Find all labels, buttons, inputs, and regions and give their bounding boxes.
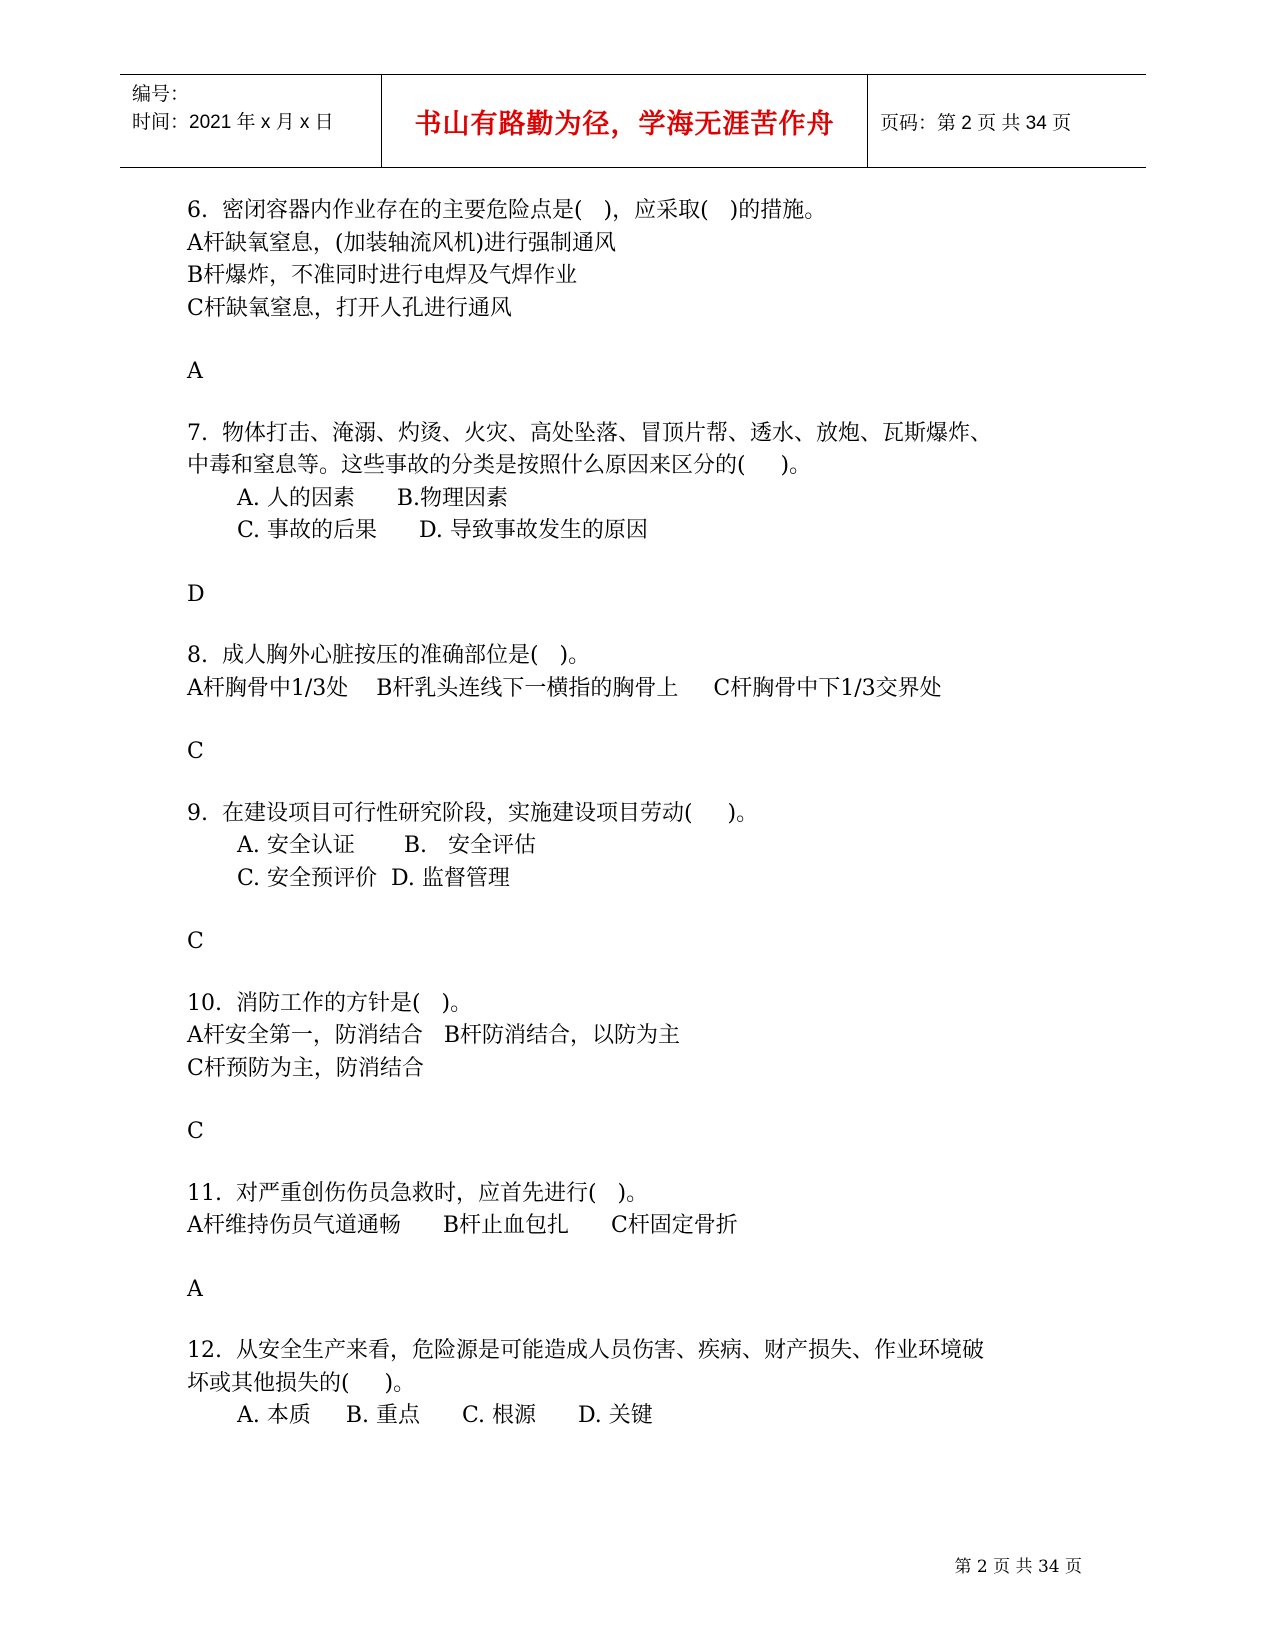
question-option: C. 事故的后果 D. 导致事故发生的原因 xyxy=(237,518,648,543)
question-option: A. 人的因素 B.物理因素 xyxy=(237,485,508,511)
header-page-number: 页码：第 2 页 共 34 页 xyxy=(880,112,1072,134)
answer-text: D xyxy=(187,581,205,607)
answer-text: A xyxy=(187,359,203,384)
question-option: A杆缺氧窒息，(加装轴流风机)进行强制通风 xyxy=(187,230,617,256)
page-header xyxy=(120,74,1146,168)
question-block xyxy=(187,1178,1107,1307)
question-block xyxy=(187,195,1107,389)
answer-text: C xyxy=(187,739,204,764)
question-block xyxy=(187,1335,1107,1433)
question-option: A. 本质 B. 重点 C. 根源 D. 关键 xyxy=(237,1403,653,1428)
question-text: 中毒和窒息等。这些事故的分类是按照什么原因来区分的( )。 xyxy=(187,453,812,478)
question-text: 11. 对严重创伤伤员急救时，应首先进行( )。 xyxy=(187,1180,649,1206)
question-block xyxy=(187,798,1107,959)
question-block xyxy=(187,640,1107,769)
question-text: 坏或其他损失的( )。 xyxy=(187,1370,416,1396)
question-option: C杆预防为主，防消结合 xyxy=(187,1055,424,1081)
question-text: 8. 成人胸外心脏按压的准确部位是( )。 xyxy=(187,643,591,668)
question-option: A杆维持伤员气道通畅 B杆止血包扎 C杆固定骨折 xyxy=(187,1213,738,1238)
question-option: C杆缺氧窒息，打开人孔进行通风 xyxy=(187,295,512,321)
question-block xyxy=(187,418,1107,612)
header-meta xyxy=(120,75,382,167)
question-text: 9. 在建设项目可行性研究阶段，实施建设项目劳动( )。 xyxy=(187,800,759,826)
document-time-label: 时间：2021 年 x 月 x 日 xyxy=(132,112,334,133)
question-text: 7. 物体打击、淹溺、灼烫、火灾、高处坠落、冒顶片帮、透水、放炮、瓦斯爆炸、 xyxy=(187,420,992,446)
question-option: A. 安全认证 B. 安全评估 xyxy=(237,833,536,858)
question-list xyxy=(187,195,1107,1433)
question-text: 12. 从安全生产来看，危险源是可能造成人员伤害、疾病、财产损失、作业环境破 xyxy=(187,1338,984,1363)
question-block xyxy=(187,988,1107,1149)
question-option: B杆爆炸，不准同时进行电焊及气焊作业 xyxy=(187,263,578,288)
question-text: 6. 密闭容器内作业存在的主要危险点是( )，应采取( )的措施。 xyxy=(187,198,827,223)
header-motto: 书山有路勤为径，学海无涯苦作舟 xyxy=(382,75,868,167)
answer-text: A xyxy=(187,1276,203,1302)
question-text: 10. 消防工作的方针是( )。 xyxy=(187,990,473,1016)
page-footer: 第 2 页 共 34 页 xyxy=(954,1557,1082,1577)
question-option: A杆安全第一，防消结合 B杆防消结合，以防为主 xyxy=(187,1023,681,1048)
answer-text: C xyxy=(187,1119,204,1144)
question-option: C. 安全预评价 D. 监督管理 xyxy=(237,865,510,891)
answer-text: C xyxy=(187,929,204,954)
question-option: A杆胸骨中1/3处 B杆乳头连线下一横指的胸骨上 C杆胸骨中下1/3交界处 xyxy=(187,675,942,701)
document-number-label: 编号： xyxy=(132,84,190,105)
